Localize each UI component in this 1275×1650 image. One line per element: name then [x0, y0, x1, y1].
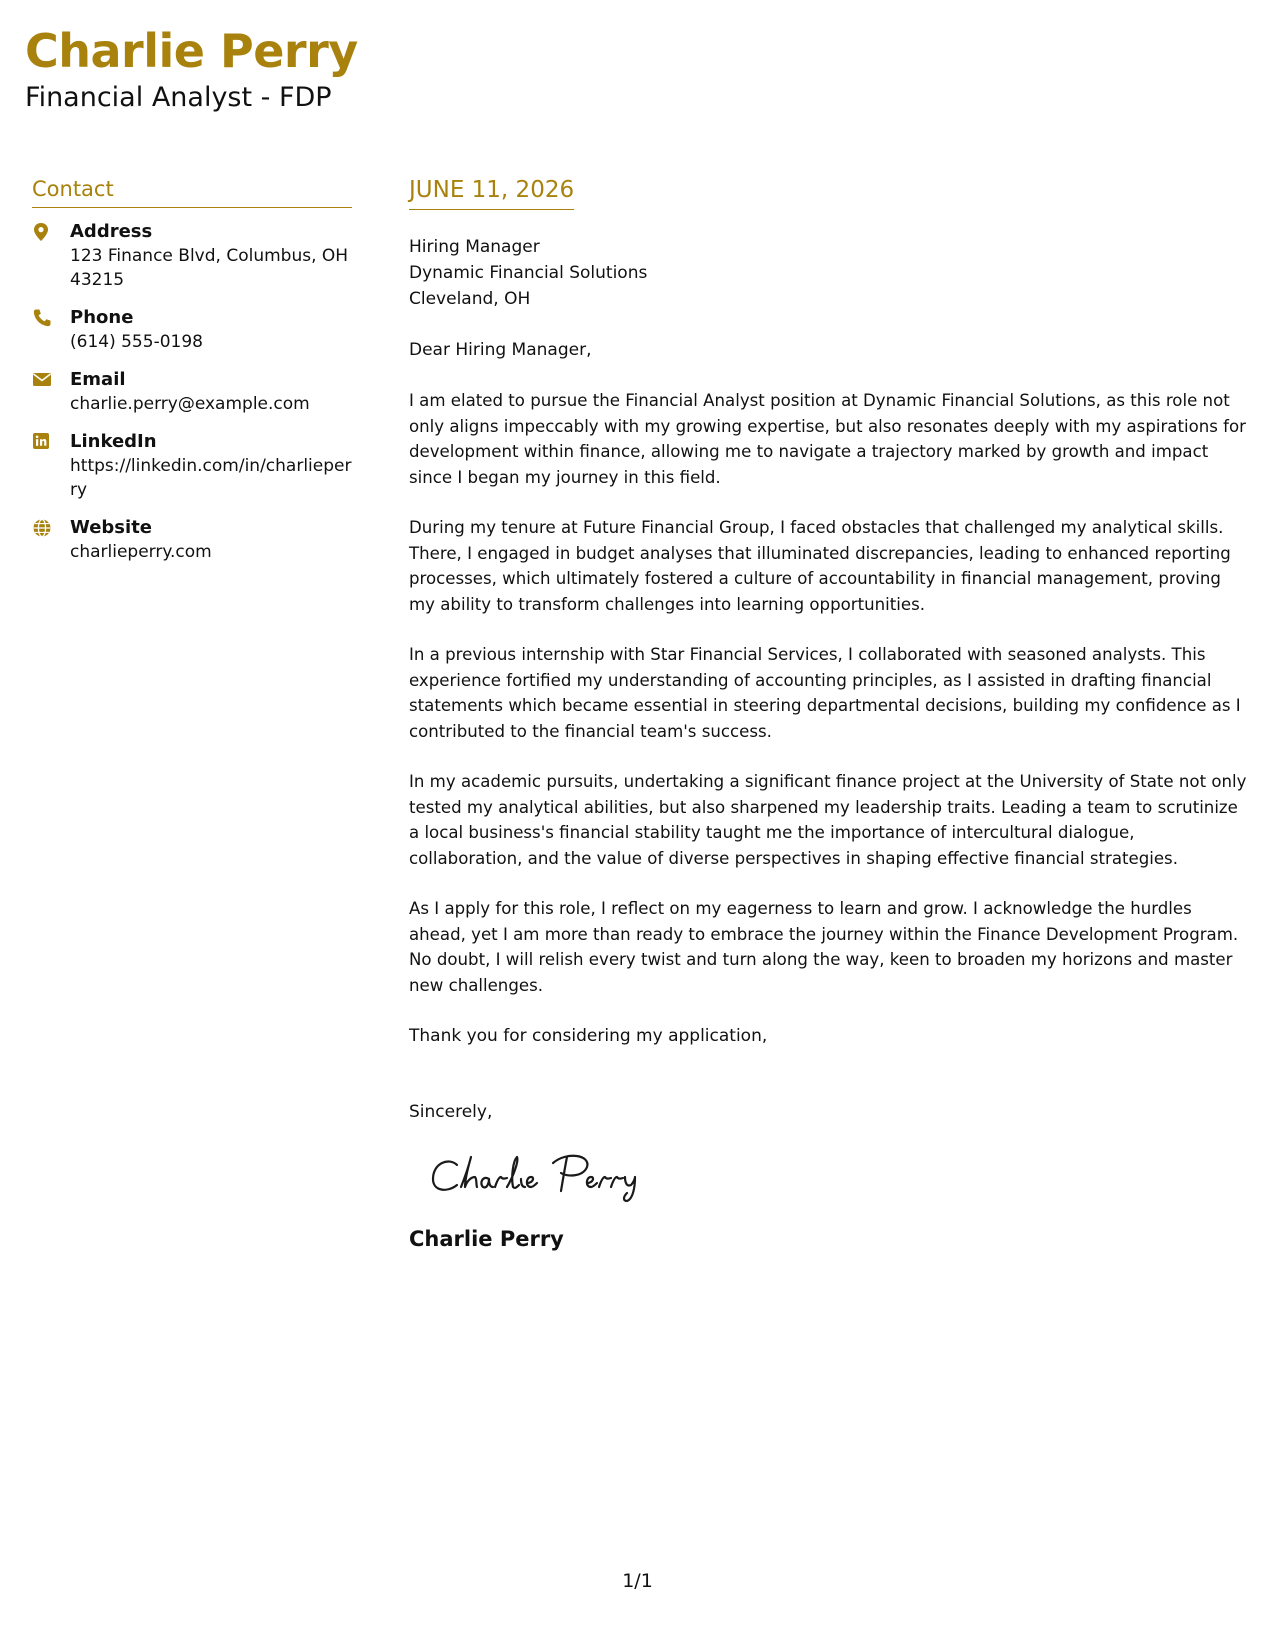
candidate-role: Financial Analyst - FDP: [25, 82, 332, 113]
closing-line: Thank you for considering my application,: [409, 1026, 768, 1046]
contact-item-linkedin: [32, 430, 352, 502]
page-number: 1/1: [622, 1570, 653, 1592]
paragraph-1: I am elated to pursue the Financial Analyst position at Dynamic Financial Solutions, as this role not only aligns impeccably with my growing expertise, but also resonates deeply with my aspirations for development within finance, allowing me to navigate a trajectory marked by growth and impact since I began my journey in this field.: [409, 391, 1246, 487]
map-pin-icon: [32, 220, 70, 242]
contact-item-phone: [32, 306, 352, 354]
signer-name: Charlie Perry: [409, 1227, 564, 1251]
recipient-title: Hiring Manager: [409, 237, 540, 257]
globe-icon: [32, 516, 70, 538]
recipient-company: Dynamic Financial Solutions: [409, 263, 648, 283]
letter-date: JUNE 11, 2026: [409, 175, 574, 210]
contact-value-phone: (614) 555-0198: [70, 332, 203, 352]
contact-label-email: Email: [70, 369, 126, 390]
recipient-location: Cleveland, OH: [409, 289, 531, 309]
contact-label-linkedin: LinkedIn: [70, 431, 157, 452]
contact-item-website: [32, 516, 352, 564]
contact-value-email[interactable]: charlie.perry@example.com: [70, 394, 310, 414]
contact-value-address: 123 Finance Blvd, Columbus, OH 43215: [70, 246, 349, 290]
letter-body: [409, 175, 1249, 1253]
candidate-name: Charlie Perry: [25, 24, 358, 78]
phone-icon: [32, 306, 70, 328]
contact-value-website[interactable]: charlieperry.com: [70, 542, 212, 562]
contact-item-email: [32, 368, 352, 416]
paragraph-3: In a previous internship with Star Financial Services, I collaborated with seasoned analysts. This experience fortified my understanding of accounting principles, as I assisted in drafting financial statements which became essential in steering departmental decisions, building my confidence as I contributed to the financial team's success.: [409, 645, 1241, 741]
header: [25, 22, 358, 114]
envelope-icon: [32, 368, 70, 388]
sidebar: [32, 175, 352, 578]
contact-label-website: Website: [70, 517, 153, 538]
contact-value-linkedin[interactable]: https://linkedin.com/in/charlieperry: [70, 456, 352, 500]
linkedin-icon: [32, 430, 70, 450]
contact-label-phone: Phone: [70, 307, 134, 328]
signature-image: [427, 1147, 667, 1207]
contact-label-address: Address: [70, 221, 153, 242]
contact-heading: Contact: [32, 175, 352, 208]
recipient-block: [409, 234, 1249, 312]
contact-item-address: [32, 220, 352, 292]
paragraph-2: During my tenure at Future Financial Group, I faced obstacles that challenged my analytical skills. There, I engaged in budget analyses that illuminated discrepancies, leading to enhanced reporting processes, which ultimately fostered a culture of accountability in financial management, proving my ability to transform challenges into learning opportunities.: [409, 518, 1231, 614]
paragraph-4: In my academic pursuits, undertaking a significant finance project at the University of State not only tested my analytical abilities, but also sharpened my leadership traits. Leading a team to scrutinize a local business's financial stability taught me the importance of intercultural dialogue, collaboration, and the value of diverse perspectives in shaping effective financial strategies.: [409, 772, 1247, 868]
paragraph-5: As I apply for this role, I reflect on my eagerness to learn and grow. I acknowledge the hurdles ahead, yet I am more than ready to embrace the journey within the Finance Development Program. No doubt, I will relish every twist and turn along the way, keen to broaden my horizons and master new challenges.: [409, 899, 1239, 995]
contact-list: [32, 220, 352, 564]
signoff: Sincerely,: [409, 1102, 493, 1122]
salutation: Dear Hiring Manager,: [409, 340, 592, 360]
